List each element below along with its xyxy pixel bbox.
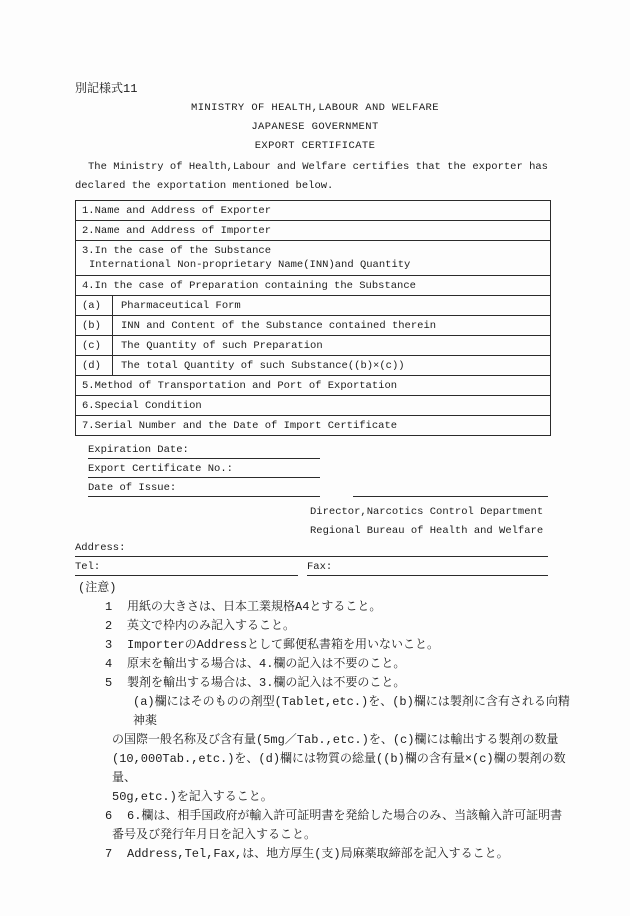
table-row-serial-number xyxy=(76,415,550,435)
export-certificate-no-label: Export Certificate No.: xyxy=(88,463,320,478)
certificate-table xyxy=(75,200,551,436)
notes-header: (注意) xyxy=(78,581,117,595)
note-1-text: 用紙の大きさは、日本工業規格A4とすること。 xyxy=(127,600,382,614)
note-7-text: Address,Tel,Fax,は、地方厚生(支)局麻薬取締部を記入すること。 xyxy=(127,847,509,861)
table-row-d-label: The total Quantity of such Substance((b)×(c)) xyxy=(121,359,405,372)
note-5 xyxy=(105,674,575,693)
form-number: 別記様式11 xyxy=(75,82,138,96)
table-row-special-condition xyxy=(76,395,550,415)
signatory-title-line2: Regional Bureau of Health and Welfare xyxy=(310,525,544,537)
tel-label: Tel: xyxy=(75,561,101,573)
note-1-number: 1 xyxy=(105,600,113,614)
note-4-number: 4 xyxy=(105,657,113,671)
intro-line-1: The Ministry of Health,Labour and Welfare certifies that the exporter has xyxy=(88,161,548,173)
title-block xyxy=(0,99,630,156)
fax-label: Fax: xyxy=(307,561,333,573)
note-5-continuation-3: (10,000Tab.,etc.)を、(d)欄には物質の総量((b)欄の含有量×(c)欄の製剤の数量、 xyxy=(112,752,566,785)
note-1 xyxy=(105,598,575,617)
note-2-text: 英文で枠内のみ記入すること。 xyxy=(127,619,296,633)
table-row-substance xyxy=(76,240,550,275)
table-row-exporter xyxy=(76,201,550,220)
table-row-preparation xyxy=(76,275,550,295)
table-row-a-label: Pharmaceutical Form xyxy=(121,299,241,312)
expiration-date-label: Expiration Date: xyxy=(88,444,320,459)
table-row-importer-label: 2.Name and Address of Importer xyxy=(82,224,272,237)
table-row-serial-number-label: 7.Serial Number and the Date of Import Certificate xyxy=(82,419,398,432)
signatory-block xyxy=(310,503,543,541)
table-row-transportation xyxy=(76,375,550,395)
note-3-text: ImporterのAddressとして郵便私書箱を用いないこと。 xyxy=(127,638,440,652)
ministry-title: MINISTRY OF HEALTH,LABOUR AND WELFARE xyxy=(191,102,439,114)
signature-line xyxy=(353,482,548,497)
note-7-number: 7 xyxy=(105,847,113,861)
tel-field xyxy=(75,561,298,576)
intro-paragraph xyxy=(75,158,575,196)
fill-in-fields xyxy=(88,444,548,501)
intro-line-2: declared the exportation mentioned below. xyxy=(75,180,334,192)
note-5-continuation-1: (a)欄にはそのものの剤型(Tablet,etc.)を、(b)欄には製剤に含有される向精神薬 xyxy=(133,695,570,728)
table-row-d xyxy=(76,355,550,375)
table-row-c-key: (c) xyxy=(76,336,113,355)
table-row-b-label: INN and Content of the Substance contained therein xyxy=(121,319,437,332)
note-3-number: 3 xyxy=(105,638,113,652)
note-6-number: 6 xyxy=(105,809,113,823)
note-4-text: 原末を輸出する場合は、4.欄の記入は不要のこと。 xyxy=(127,657,406,671)
notes-section xyxy=(75,579,575,864)
certificate-title: EXPORT CERTIFICATE xyxy=(254,140,376,152)
table-row-substance-line1: 3.In the case of the Substance xyxy=(82,245,272,257)
table-row-a-key: (a) xyxy=(76,296,113,315)
government-title: JAPANESE GOVERNMENT xyxy=(251,121,379,133)
table-row-special-condition-label: 6.Special Condition xyxy=(82,399,202,412)
export-certificate-no-field xyxy=(88,463,548,482)
table-row-d-key: (d) xyxy=(76,356,113,375)
table-row-exporter-label: 1.Name and Address of Exporter xyxy=(82,204,272,217)
note-5-continuation-4: 50g,etc.)を記入すること。 xyxy=(112,790,273,804)
note-6-text: 6.欄は、相手国政府が輸入許可証明書を発給した場合のみ、当該輸入許可証明書 xyxy=(127,809,563,823)
table-row-transportation-label: 5.Method of Transportation and Port of Exportation xyxy=(82,379,398,392)
table-row-c-label: The Quantity of such Preparation xyxy=(121,339,323,352)
date-of-issue-field xyxy=(88,482,548,501)
note-5-number: 5 xyxy=(105,676,113,690)
table-row-a xyxy=(76,295,550,315)
tel-fax-fields xyxy=(75,561,548,576)
table-row-preparation-label: 4.In the case of Preparation containing the Substance xyxy=(82,279,416,292)
table-row-b-key: (b) xyxy=(76,316,113,335)
date-of-issue-label: Date of Issue: xyxy=(88,482,320,497)
table-row-importer xyxy=(76,220,550,240)
note-4 xyxy=(105,655,575,674)
note-3 xyxy=(105,636,575,655)
table-row-substance-line2: International Non-proprietary Name(INN)and Quantity xyxy=(89,259,411,271)
note-5-continuation-2: の国際一般名称及び含有量(5mg／Tab.,etc.)を、(c)欄には輸出する製剤の数量 xyxy=(112,733,559,747)
note-5-text: 製剤を輸出する場合は、3.欄の記入は不要のこと。 xyxy=(127,676,406,690)
table-row-c xyxy=(76,335,550,355)
note-6 xyxy=(105,807,575,826)
table-row-b xyxy=(76,315,550,335)
note-2-number: 2 xyxy=(105,619,113,633)
expiration-date-field xyxy=(88,444,548,463)
note-7 xyxy=(105,845,575,864)
note-6-continuation-1: 番号及び発行年月日を記入すること。 xyxy=(112,828,317,842)
address-label: Address: xyxy=(75,542,126,554)
fax-field xyxy=(307,561,548,576)
note-2 xyxy=(105,617,575,636)
signatory-title-line1: Director,Narcotics Control Department xyxy=(310,506,544,518)
address-field xyxy=(75,542,548,557)
